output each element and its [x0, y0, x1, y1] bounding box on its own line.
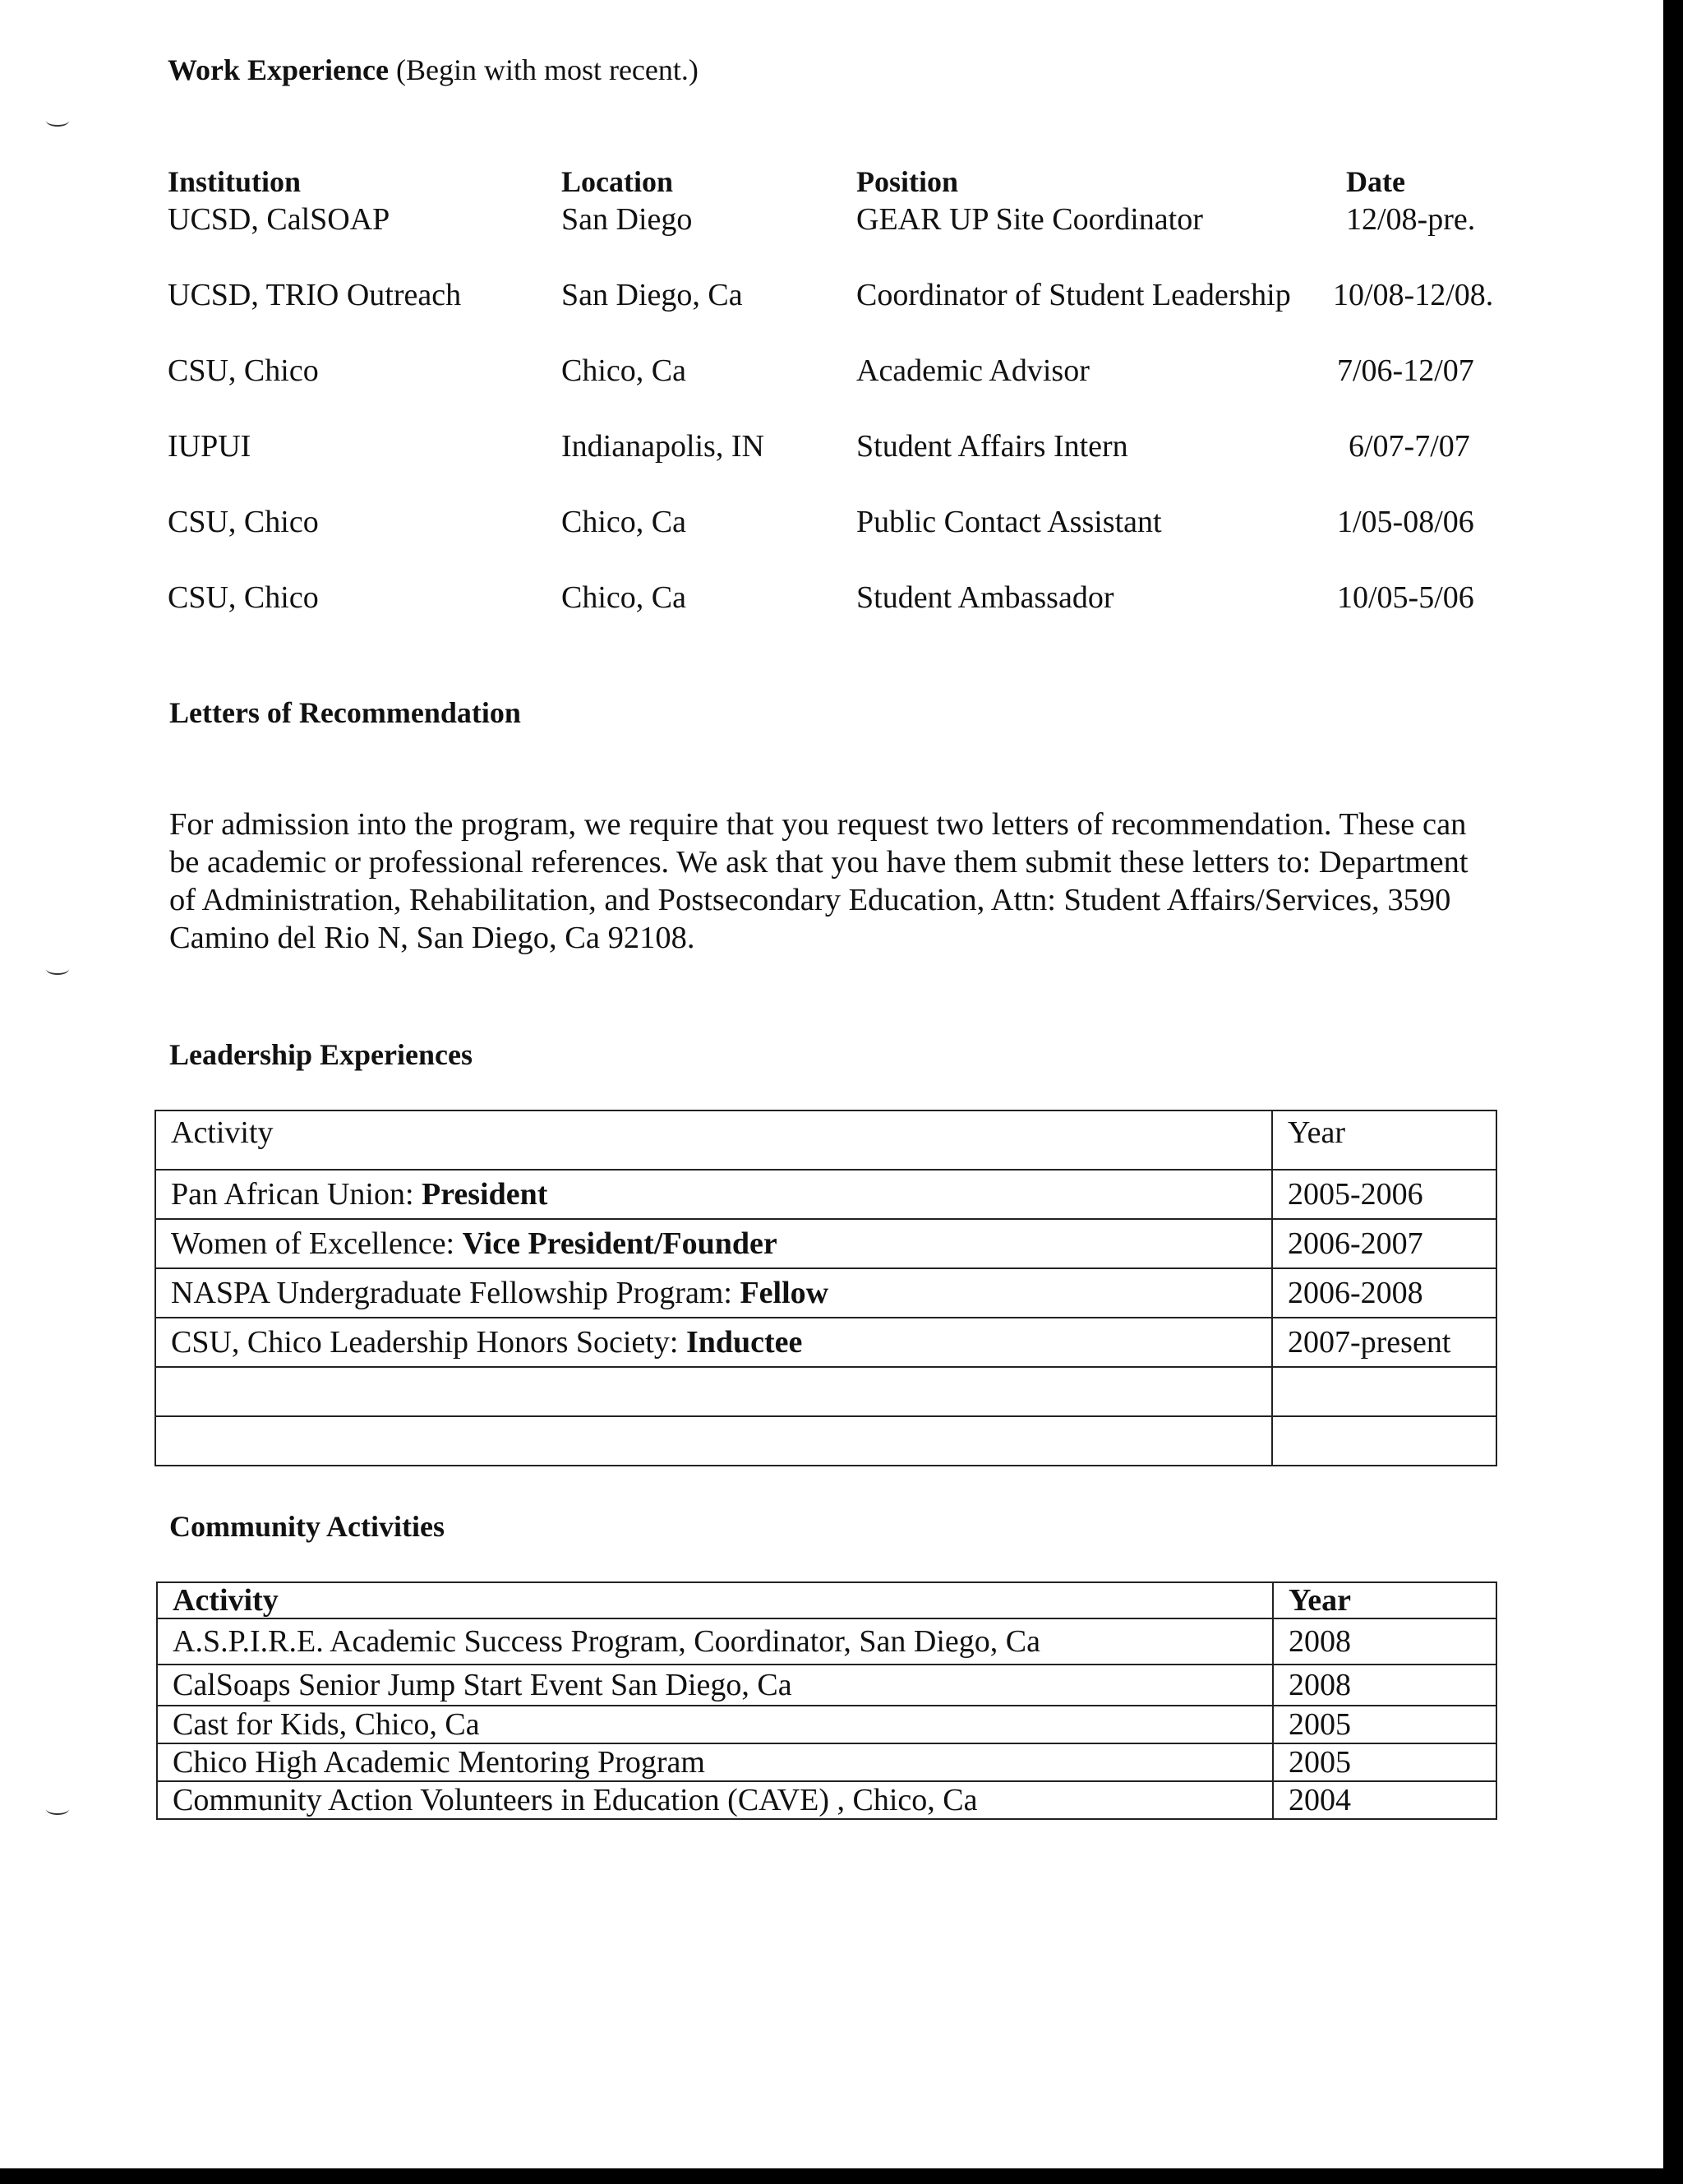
table-row	[157, 1618, 1496, 1665]
activity-cell	[155, 1318, 1272, 1367]
year-cell: 2007-present	[1272, 1318, 1496, 1367]
col-header-position: Position	[856, 165, 959, 198]
work-row-position: Student Affairs Intern	[856, 429, 1128, 464]
activity-role: Vice President/Founder	[462, 1226, 777, 1261]
table-header-row	[155, 1110, 1496, 1170]
table-row	[157, 1743, 1496, 1781]
table-row	[155, 1318, 1496, 1367]
table-row	[155, 1170, 1496, 1219]
table-row	[157, 1781, 1496, 1819]
letters-paragraph	[169, 806, 1517, 957]
activity-cell: A.S.P.I.R.E. Academic Success Program, Coordinator, San Diego, Ca	[157, 1618, 1273, 1665]
year-cell: 2008	[1273, 1665, 1496, 1706]
year-cell: 2005	[1273, 1743, 1496, 1781]
letters-line: of Administration, Rehabilitation, and Postsecondary Education, Attn: Student Affairs/Services, 3590	[169, 883, 1451, 917]
activity-org: CSU, Chico Leadership Honors Society:	[171, 1325, 686, 1360]
year-cell: 2005	[1273, 1706, 1496, 1743]
work-row-position: Coordinator of Student Leadership	[856, 278, 1291, 312]
table-header-activity: Activity	[157, 1582, 1273, 1618]
work-row-date: 7/06-12/07	[1337, 353, 1474, 388]
activity-cell	[155, 1170, 1272, 1219]
work-row-location: San Diego, Ca	[561, 278, 743, 312]
community-table	[156, 1581, 1497, 1820]
activity-cell	[155, 1367, 1272, 1416]
year-cell	[1272, 1416, 1496, 1466]
work-row-location: San Diego	[561, 202, 693, 237]
table-row-empty	[155, 1367, 1496, 1416]
letters-heading: Letters of Recommendation	[169, 696, 521, 729]
work-row-date: 6/07-7/07	[1349, 429, 1470, 464]
work-row-location: Indianapolis, IN	[561, 429, 764, 464]
year-cell: 2006-2007	[1272, 1219, 1496, 1268]
work-experience-heading: Work Experience	[168, 53, 389, 86]
year-cell	[1272, 1367, 1496, 1416]
scan-border-right	[1663, 0, 1683, 2184]
work-row-position: Student Ambassador	[856, 580, 1114, 615]
activity-org: Pan African Union:	[171, 1177, 422, 1212]
table-row	[155, 1268, 1496, 1318]
activity-role: President	[422, 1177, 548, 1212]
table-header-activity: Activity	[155, 1110, 1272, 1170]
letters-line: Camino del Rio N, San Diego, Ca 92108.	[169, 921, 695, 955]
work-row-institution: CSU, Chico	[168, 353, 319, 388]
activity-org: NASPA Undergraduate Fellowship Program:	[171, 1276, 740, 1310]
activity-cell	[155, 1416, 1272, 1466]
community-heading: Community Activities	[169, 1510, 445, 1543]
activity-cell	[155, 1268, 1272, 1318]
work-row-institution: UCSD, CalSOAP	[168, 202, 390, 237]
activity-cell: Cast for Kids, Chico, Ca	[157, 1706, 1273, 1743]
table-row	[157, 1706, 1496, 1743]
year-cell: 2005-2006	[1272, 1170, 1496, 1219]
work-row-position: GEAR UP Site Coordinator	[856, 202, 1203, 237]
work-row-institution: CSU, Chico	[168, 505, 319, 539]
letters-line: For admission into the program, we require that you request two letters of recommendation. These can	[169, 807, 1467, 842]
table-header-row	[157, 1582, 1496, 1618]
leadership-heading: Leadership Experiences	[169, 1038, 473, 1071]
leadership-table	[154, 1110, 1497, 1466]
activity-cell	[155, 1219, 1272, 1268]
work-row-institution: IUPUI	[168, 429, 251, 464]
work-row-date: 1/05-08/06	[1337, 505, 1474, 539]
scan-mark	[46, 1803, 69, 1815]
work-experience-title	[168, 53, 699, 87]
table-row	[155, 1219, 1496, 1268]
letters-line: be academic or professional references. We ask that you have them submit these letters to: Department	[169, 845, 1469, 880]
table-row-empty	[155, 1416, 1496, 1466]
work-row-location: Chico, Ca	[561, 505, 686, 539]
year-cell: 2004	[1273, 1781, 1496, 1819]
work-row-institution: CSU, Chico	[168, 580, 319, 615]
activity-org: Women of Excellence:	[171, 1226, 463, 1261]
table-header-year: Year	[1273, 1582, 1496, 1618]
col-header-institution: Institution	[168, 165, 302, 198]
work-experience-note: (Begin with most recent.)	[395, 53, 699, 86]
table-row	[157, 1665, 1496, 1706]
activity-role: Inductee	[685, 1325, 803, 1360]
work-row-date: 10/05-5/06	[1337, 580, 1474, 615]
scan-mark	[46, 115, 69, 127]
scan-mark	[46, 963, 69, 975]
col-header-location: Location	[561, 165, 674, 198]
activity-role: Fellow	[740, 1276, 829, 1310]
work-row-date: 10/08-12/08.	[1333, 278, 1494, 312]
work-row-position: Academic Advisor	[856, 353, 1090, 388]
activity-cell: Community Action Volunteers in Education (CAVE) , Chico, Ca	[157, 1781, 1273, 1819]
year-cell: 2006-2008	[1272, 1268, 1496, 1318]
year-cell: 2008	[1273, 1618, 1496, 1665]
activity-cell: CalSoaps Senior Jump Start Event San Diego, Ca	[157, 1665, 1273, 1706]
col-header-date: Date	[1346, 165, 1405, 198]
work-row-location: Chico, Ca	[561, 580, 686, 615]
scan-border-bottom	[0, 2168, 1683, 2184]
work-row-position: Public Contact Assistant	[856, 505, 1162, 539]
work-row-date: 12/08-pre.	[1346, 202, 1476, 237]
activity-cell: Chico High Academic Mentoring Program	[157, 1743, 1273, 1781]
work-row-institution: UCSD, TRIO Outreach	[168, 278, 462, 312]
table-header-year: Year	[1272, 1110, 1496, 1170]
work-row-location: Chico, Ca	[561, 353, 686, 388]
